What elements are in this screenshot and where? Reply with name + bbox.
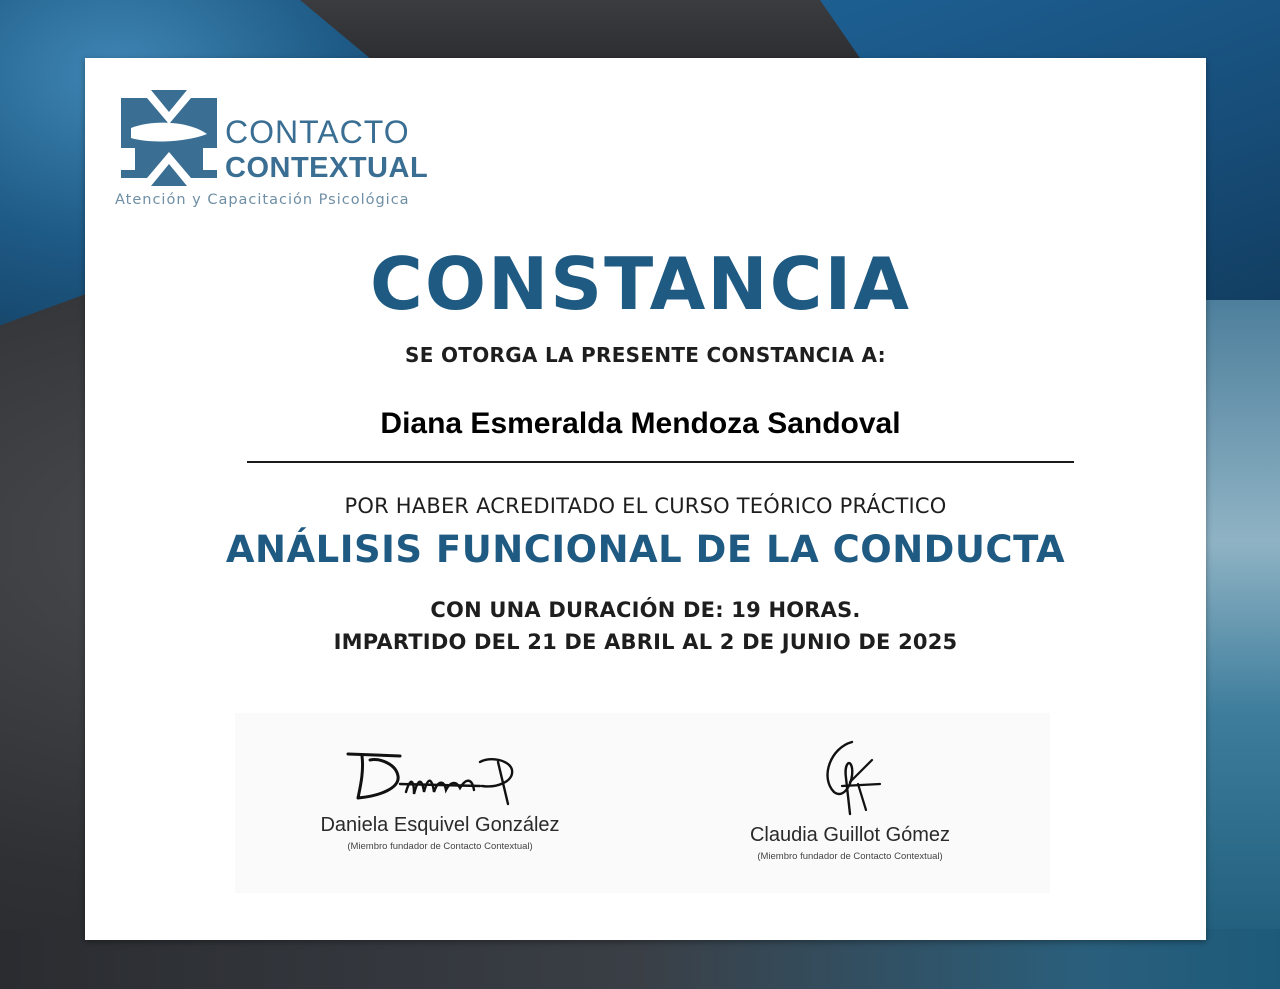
certificate-reason: POR HABER ACREDITADO EL CURSO TEÓRICO PRÁCTICO (344, 494, 947, 518)
logo (117, 90, 457, 220)
logo-word-contacto: CONTACTO (225, 114, 410, 150)
course-dates: IMPARTIDO DEL 21 DE ABRIL AL 2 DE JUNIO DE 2025 (333, 630, 958, 654)
signature-block-2 (705, 738, 995, 862)
certificate-title: CONSTANCIA (369, 242, 911, 326)
signature-role-1: (Miembro fundador de Contacto Contextual) (347, 841, 533, 852)
signature-role-2: (Miembro fundador de Contacto Contextual) (757, 851, 943, 862)
signature-name-2: Claudia Guillot Gómez (749, 824, 951, 846)
course-duration: CON UNA DURACIÓN DE: 19 HORAS. (430, 598, 861, 622)
signature-1-icon (340, 748, 540, 808)
recipient-underline (247, 461, 1074, 463)
course-name: ANÁLISIS FUNCIONAL DE LA CONDUCTA (225, 528, 1066, 571)
logo-word-contextual: CONTEXTUAL (225, 152, 429, 184)
signature-name-1: Daniela Esquivel González (320, 814, 560, 836)
signatures-area (235, 713, 1050, 893)
logo-tagline: Atención y Capacitación Psicológica (115, 192, 410, 208)
certificate (85, 58, 1206, 940)
recipient-name: Diana Esmeralda Mendoza Sandoval (380, 407, 901, 440)
certificate-subtitle: SE OTORGA LA PRESENTE CONSTANCIA A: (405, 343, 886, 367)
signature-2-icon (790, 738, 910, 818)
signature-block-1 (295, 748, 585, 852)
logo-mark-icon (121, 90, 217, 186)
